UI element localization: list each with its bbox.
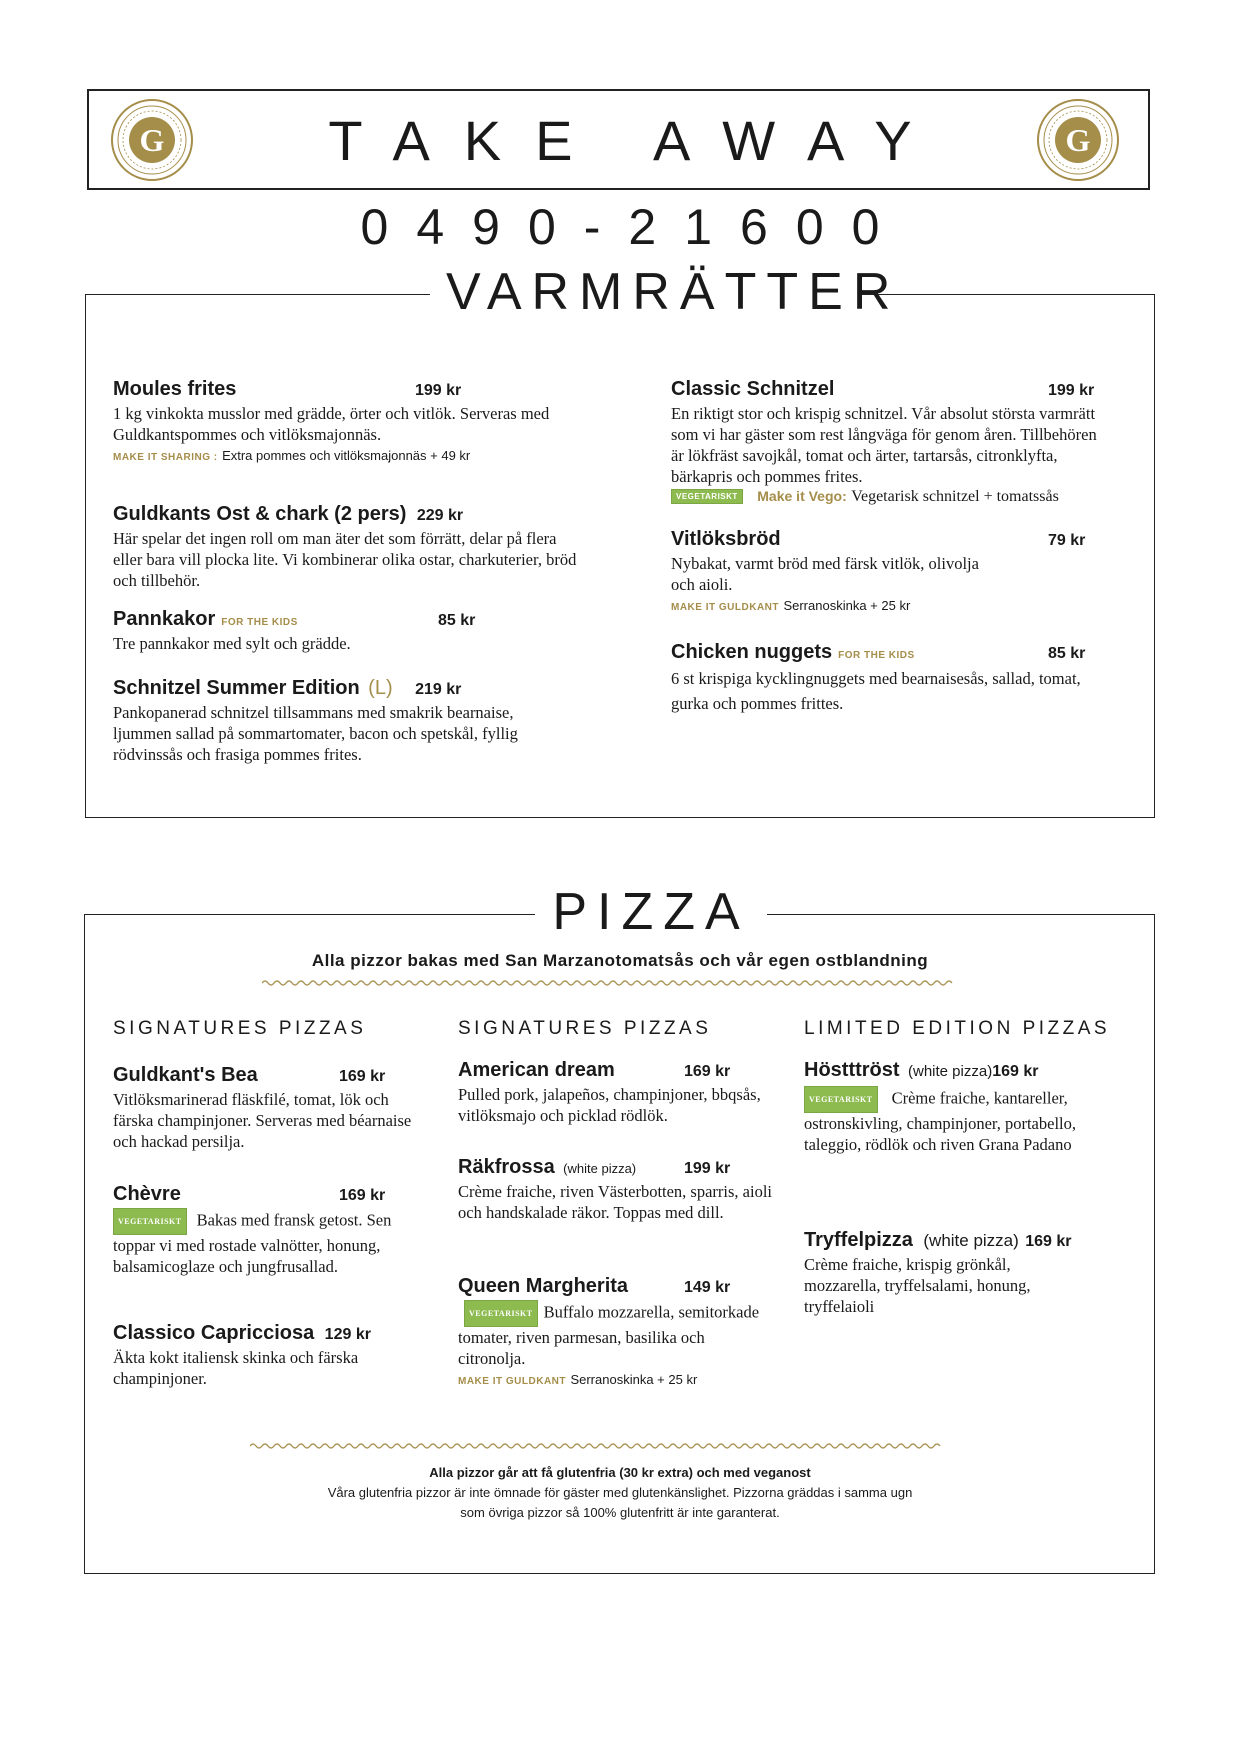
item-price: 199 kr	[684, 1160, 731, 1177]
make-it-text: Extra pommes och vitlöksmajonnäs + 49 kr	[222, 448, 471, 463]
make-it-label: MAKE IT SHARING :	[113, 452, 218, 463]
vegetarian-badge: VEGETARISKT	[804, 1086, 878, 1113]
pizza-item	[113, 1183, 428, 1277]
item-price: 79 kr	[1048, 532, 1086, 549]
item-price: 149 kr	[684, 1279, 731, 1296]
item-description: Crème fraiche, riven Västerbotten, sparris, aioli och handskalade räkor. Toppas med dill.	[458, 1182, 772, 1222]
menu-item	[671, 641, 1111, 716]
lactose-tag: (L)	[368, 677, 393, 699]
item-price: 219 kr	[415, 681, 462, 698]
vegetarian-badge: VEGETARISKT	[671, 489, 743, 504]
item-name: Guldkants Ost & chark (2 pers)	[113, 503, 407, 525]
make-it-label: MAKE IT GULDKANT	[458, 1376, 566, 1387]
make-it-text: Serranoskinka + 25 kr	[570, 1372, 698, 1387]
vegetarian-badge: VEGETARISKT	[113, 1208, 187, 1235]
make-it-label: MAKE IT GULDKANT	[671, 602, 779, 613]
item-name: Chicken nuggets	[671, 641, 833, 663]
pizza-item	[113, 1322, 428, 1389]
svg-text:G: G	[139, 122, 165, 158]
item-name: Räkfrossa	[458, 1156, 555, 1178]
item-price: 229 kr	[416, 507, 464, 524]
item-price: 85 kr	[438, 612, 476, 629]
varmratter-title: VARMRÄTTER	[430, 262, 862, 322]
wavy-divider	[250, 1442, 942, 1450]
item-name: Classic Schnitzel	[671, 378, 835, 400]
item-price: 169 kr	[339, 1187, 386, 1204]
make-it-text: Serranoskinka + 25 kr	[783, 598, 911, 613]
page-title: TAKE AWAY	[328, 109, 946, 172]
make-it-text: Vegetarisk schnitzel + tomatssås	[851, 488, 1059, 505]
vegetarian-badge: VEGETARISKT	[464, 1300, 538, 1327]
column-heading: LIMITED EDITION PIZZAS	[804, 1018, 1111, 1039]
item-name: Tryffelpizza	[804, 1229, 913, 1251]
kids-tag: FOR THE KIDS	[838, 650, 915, 661]
item-name: Classico Capricciosa	[113, 1322, 315, 1344]
item-name: Moules frites	[113, 378, 237, 400]
menu-item	[113, 677, 563, 765]
item-price: 199 kr	[1048, 382, 1095, 399]
item-description	[804, 1086, 1109, 1155]
item-description: 1 kg vinkokta musslor med grädde, örter och vitlök. Serveras med Guldkantspommes och vitlöksmajonnäs.	[113, 404, 550, 444]
kids-tag: FOR THE KIDS	[221, 617, 298, 628]
item-name: Chèvre	[113, 1183, 181, 1205]
item-price: 199 kr	[415, 382, 462, 399]
item-price: 85 kr	[1048, 645, 1086, 662]
item-description-text: Buffalo mozzarella, semitorkade tomater, riven parmesan, basilika och citronolja.	[458, 1302, 760, 1368]
gluten-note-text: Våra glutenfria pizzor är inte ömnade för gäster med glutenkänslighet. Pizzorna gräddas i samma ugn som övriga pizzor så 100% glutenfritt är inte garanterat.	[327, 1485, 913, 1520]
item-description: Crème fraiche, krispig grönkål, mozzarella, tryffelsalami, honung, tryffelaioli	[804, 1255, 1031, 1316]
pizza-item	[804, 1059, 1109, 1155]
pizza-item	[804, 1229, 1109, 1317]
item-price: 169 kr	[339, 1068, 386, 1085]
item-name: Pannkakor	[113, 608, 216, 630]
item-name: Höstttröst	[804, 1059, 900, 1081]
item-name: Guldkant's Bea	[113, 1064, 258, 1086]
pizza-item	[458, 1156, 773, 1223]
item-description-text: Crème fraiche, kantareller, ostronskivling, champinjoner, portabello, taleggio, rödlök och riven Grana Padano	[804, 1088, 1077, 1154]
item-price: 129 kr	[324, 1326, 371, 1343]
wavy-divider	[262, 979, 954, 987]
menu-item	[671, 378, 1111, 506]
item-description: Äkta kokt italiensk skinka och färska champinjoner.	[113, 1348, 359, 1388]
column-heading: SIGNATURES PIZZAS	[113, 1018, 367, 1039]
item-description: 6 st krispiga kycklingnuggets med bearnaisesås, sallad, tomat, gurka och pommes frittes.	[671, 669, 1081, 713]
menu-item	[113, 378, 583, 465]
gluten-note	[320, 1463, 920, 1523]
pizza-item	[458, 1275, 773, 1389]
item-name: Queen Margherita	[458, 1275, 629, 1297]
item-description: Pulled pork, jalapeños, champinjoner, bbqsås, vitlöksmajo och picklad rödlök.	[458, 1085, 761, 1125]
menu-item	[113, 503, 583, 591]
menu-item	[671, 528, 1111, 615]
item-description: En riktigt stor och krispig schnitzel. Vår absolut största varmrätt som vi har gäster som rest långväga för genom åren. Tillbehören är lökfräst savojkål, tomat och ärter, tartarsås, citronklyfta, bärkapris och pommes frites.	[671, 404, 1097, 486]
white-pizza-note: (white pizza)	[563, 1161, 637, 1176]
white-pizza-note: (white pizza)	[923, 1231, 1019, 1250]
item-price: 169 kr	[1025, 1233, 1072, 1250]
pizza-item	[458, 1059, 773, 1126]
make-it-label: Make it Vego:	[757, 488, 847, 504]
item-description: Nybakat, varmt bröd med färsk vitlök, olivolja och aioli.	[671, 554, 979, 594]
item-name: Vitlöksbröd	[671, 528, 781, 550]
item-name: Schnitzel Summer Edition	[113, 677, 360, 699]
item-description: Pankopanerad schnitzel tillsammans med smakrik bearnaise, ljummen sallad på sommartomater, bacon och spetskål, fyllig rödvinssås och frasiga pommes frites.	[113, 703, 518, 764]
column-heading: SIGNATURES PIZZAS	[458, 1018, 712, 1039]
menu-item	[113, 608, 583, 654]
gluten-note-title: Alla pizzor går att få glutenfria (30 kr extra) och med veganost	[429, 1465, 811, 1480]
pizza-intro: Alla pizzor bakas med San Marzanotomatsås och vår egen ostblandning	[311, 951, 929, 970]
phone-number: 0490-21600	[360, 199, 908, 255]
white-pizza-note: (white pizza)	[908, 1063, 993, 1080]
item-name: American dream	[458, 1059, 615, 1081]
item-description: Här spelar det ingen roll om man äter det som förrätt, delar på flera eller bara vill plocka lite. Vi kombinerar olika ostar, charkuterier, bröd och tillbehör.	[113, 529, 577, 590]
item-description: Tre pannkakor med sylt och grädde.	[113, 634, 351, 653]
item-description: Vitlöksmarinerad fläskfilé, tomat, lök och färska champinjoner. Serveras med béarnaise och hackad persilja.	[113, 1090, 412, 1151]
item-description	[113, 1208, 428, 1277]
item-price: 169 kr	[684, 1063, 731, 1080]
item-description	[458, 1300, 773, 1369]
pizza-title: PIZZA	[535, 882, 767, 942]
item-price: 169 kr	[992, 1063, 1039, 1080]
svg-text:G: G	[1065, 122, 1091, 158]
pizza-item	[113, 1064, 428, 1152]
item-description-text: Bakas med fransk getost. Sen toppar vi med rostade valnötter, honung, balsamicoglaze och jungfrusallad.	[113, 1210, 392, 1276]
